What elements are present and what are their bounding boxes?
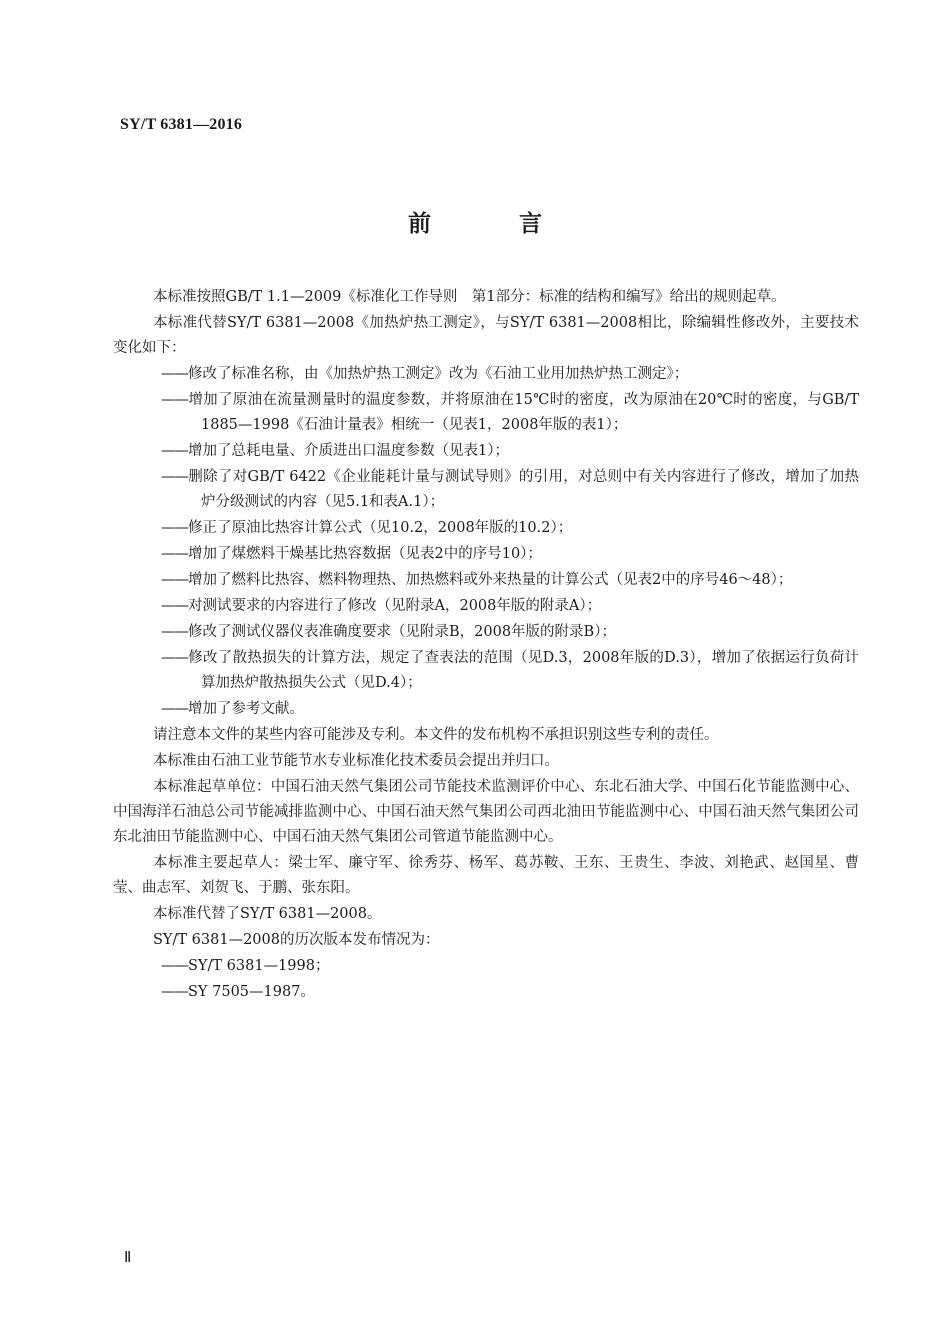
history-item [113, 954, 859, 979]
dash-marker: —— [161, 984, 188, 1000]
history-text: SY 7505—1987。 [188, 984, 315, 1000]
change-item [113, 516, 859, 541]
paragraph-supersedes: 本标准代替了SY/T 6381—2008。 [153, 906, 382, 922]
dash-marker: —— [161, 701, 188, 717]
dash-marker: —— [161, 624, 188, 640]
change-text: 修改了测试仪器仪表准确度要求（见附录B，2008年版的附录B）； [188, 624, 616, 640]
change-text: 修正了原油比热容计算公式（见10.2，2008年版的10.2）； [188, 520, 573, 536]
change-item [113, 439, 859, 464]
change-text: 修改了标准名称，由《加热炉热工测定》改为《石油工业用加热炉热工测定》； [188, 366, 689, 382]
history-item [113, 980, 859, 1005]
history-text: SY/T 6381—1998； [188, 958, 330, 974]
dash-marker: —— [161, 572, 188, 588]
paragraph-drafting-units: 本标准起草单位：中国石油天然气集团公司节能技术监测评价中心、东北石油大学、中国石化节能监测中心、中国海洋石油总公司节能减排监测中心、中国石油天然气集团公司西北油田节能监测中心、中国石油天然气集团公司东北油田节能监测中心、中国石油天然气集团公司管道节能监测中心。 [113, 779, 859, 845]
dash-marker: —— [161, 650, 188, 666]
dash-marker: —— [161, 443, 188, 459]
dash-marker: —— [161, 392, 188, 408]
paragraph-drafters: 本标准主要起草人：梁士军、廉守军、徐秀芬、杨军、葛苏鞍、王东、王贵生、李波、刘艳武、赵国星、曹莹、曲志军、刘贺飞、于鹏、张东阳。 [113, 855, 859, 896]
change-item [113, 594, 859, 619]
change-text: 对测试要求的内容进行了修改（见附录A，2008年版的附录A）； [188, 598, 602, 614]
paragraph-patent-notice: 请注意本文件的某些内容可能涉及专利。本文件的发布机构不承担识别这些专利的责任。 [153, 727, 719, 743]
change-text: 增加了燃料比热容、燃料物理热、加热燃料或外来热量的计算公式（见表2中的序号46～48）； [188, 572, 793, 588]
paragraph-proposer: 本标准由石油工业节能节水专业标准化技术委员会提出并归口。 [153, 753, 559, 769]
change-text: 删除了对GB/T 6422《企业能耗计量与测试导则》的引用，对总则中有关内容进行了修改，增加了加热炉分级测试的内容（见5.1和表A.1）； [188, 469, 859, 510]
change-text: 增加了煤燃料干燥基比热容数据（见表2中的序号10）； [188, 546, 542, 562]
change-item [113, 542, 859, 567]
change-text: 修改了散热损失的计算方法，规定了查表法的范围（见D.3，2008年版的D.3），增加了依据运行负荷计算加热炉散热损失公式（见D.4）； [188, 650, 859, 691]
change-item [113, 646, 859, 696]
paragraph-drafting-rules: 本标准按照GB/T 1.1—2009《标准化工作导则 第1部分：标准的结构和编写》给出的规则起草。 [153, 289, 786, 305]
change-item [113, 362, 859, 387]
foreword-body [113, 285, 859, 1006]
change-item [113, 697, 859, 722]
dash-marker: —— [161, 366, 188, 382]
dash-marker: —— [161, 598, 188, 614]
paragraph-replacement: 本标准代替SY/T 6381—2008《加热炉热工测定》，与SY/T 6381—2008相比，除编辑性修改外，主要技术变化如下： [113, 315, 859, 356]
change-item [113, 388, 859, 438]
paragraph-history-intro: SY/T 6381—2008的历次版本发布情况为： [153, 932, 440, 948]
page-title: 前 言 [407, 211, 582, 237]
changes-list [113, 362, 859, 722]
change-item [113, 568, 859, 593]
change-item [113, 465, 859, 515]
dash-marker: —— [161, 958, 188, 974]
change-text: 增加了参考文献。 [188, 701, 304, 717]
dash-marker: —— [161, 546, 188, 562]
change-text: 增加了原油在流量测量时的温度参数，并将原油在15℃时的密度，改为原油在20℃时的密度，与GB/T 1885—1998《石油计量表》相统一（见表1，2008年版的表1）； [188, 392, 859, 433]
standard-code-header: SY/T 6381—2016 [120, 116, 243, 133]
change-item [113, 620, 859, 645]
history-list [113, 954, 859, 1005]
dash-marker: —— [161, 520, 188, 536]
change-text: 增加了总耗电量、介质进出口温度参数（见表1）； [188, 443, 509, 459]
page-number: Ⅱ [124, 1250, 132, 1266]
dash-marker: —— [161, 469, 188, 485]
